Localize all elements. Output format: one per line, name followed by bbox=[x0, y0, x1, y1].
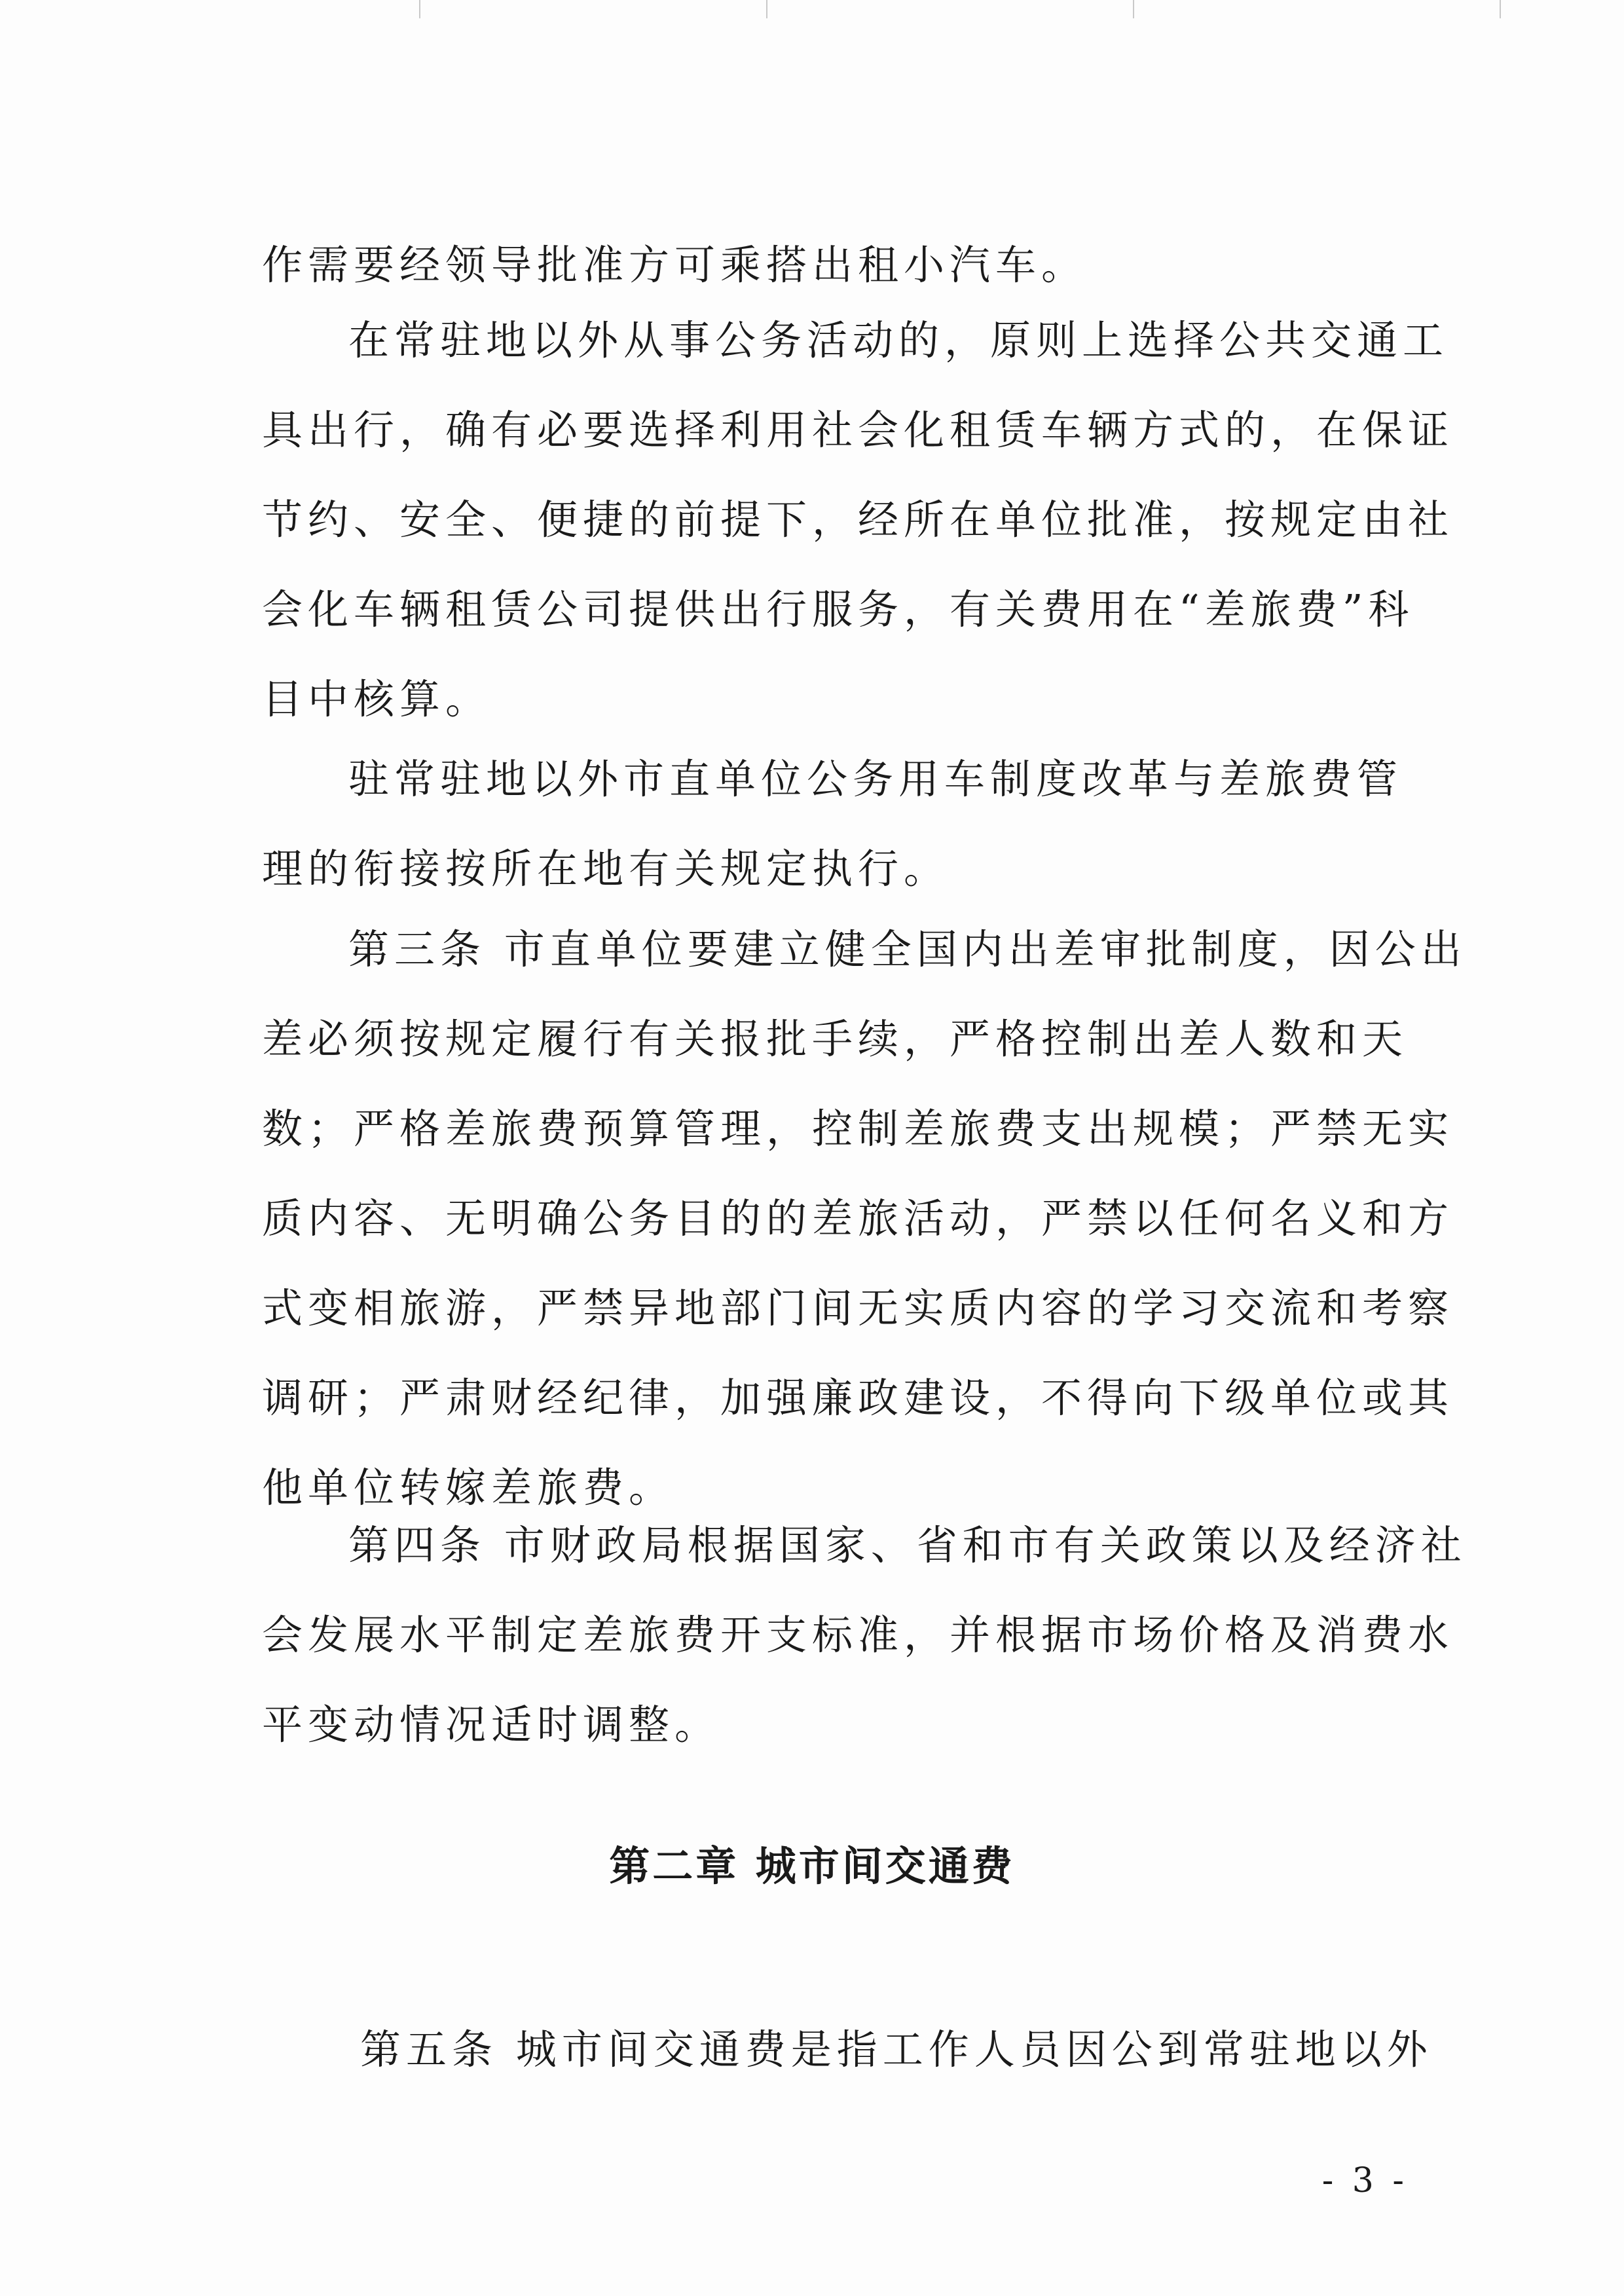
text-line: 第四条 市财政局根据国家、省和市有关政策以及经济社 bbox=[348, 1521, 1467, 1569]
text-line: 平变动情况适时调整。 bbox=[262, 1701, 721, 1749]
text-line: 目中核算。 bbox=[262, 675, 492, 723]
text-line: 差必须按规定履行有关报批手续，严格控制出差人数和天 bbox=[262, 1015, 1409, 1063]
scan-mark bbox=[1500, 0, 1501, 18]
text-line: 第五条 城市间交通费是指工作人员因公到常驻地以外 bbox=[360, 2026, 1433, 2073]
scan-mark bbox=[1133, 0, 1134, 18]
text-line: 节约、安全、便捷的前提下，经所在单位批准，按规定由社 bbox=[262, 496, 1454, 544]
text-line: 会化车辆租赁公司提供出行服务，有关费用在“差旅费”科 bbox=[262, 585, 1414, 633]
article-four bbox=[262, 1519, 1467, 1751]
page-number: - 3 - bbox=[1321, 2161, 1408, 2200]
paragraph-continuation bbox=[262, 239, 1401, 291]
text-line: 作需要经领导批准方可乘搭出租小汽车。 bbox=[262, 241, 1088, 289]
text-line: 第三条 市直单位要建立健全国内出差审批制度，因公出 bbox=[348, 925, 1467, 973]
text-line: 在常驻地以外从事公务活动的，原则上选择公共交通工 bbox=[348, 316, 1449, 364]
paragraph-reform-connection bbox=[262, 753, 1401, 895]
text-line: 他单位转嫁差旅费。 bbox=[262, 1464, 675, 1511]
text-line: 会发展水平制定差旅费开支标准，并根据市场价格及消费水 bbox=[262, 1611, 1454, 1659]
text-line: 具出行，确有必要选择利用社会化租赁车辆方式的，在保证 bbox=[262, 406, 1454, 454]
scan-mark bbox=[766, 0, 767, 18]
text-line: 式变相旅游，严禁异地部门间无实质内容的学习交流和考察 bbox=[262, 1284, 1454, 1332]
article-three bbox=[262, 923, 1467, 1514]
paragraph-public-transport bbox=[262, 314, 1454, 726]
scan-mark bbox=[419, 0, 420, 18]
text-line: 理的衔接按所在地有关规定执行。 bbox=[262, 845, 950, 893]
chapter-title: 第二章 城市间交通费 bbox=[609, 1842, 1015, 1890]
text-line: 质内容、无明确公务目的的差旅活动，严禁以任何名义和方 bbox=[262, 1194, 1454, 1242]
article-five bbox=[262, 2024, 1433, 2076]
text-line: 驻常驻地以外市直单位公务用车制度改革与差旅费管 bbox=[348, 755, 1403, 803]
text-line: 调研；严肃财经纪律，加强廉政建设，不得向下级单位或其 bbox=[262, 1374, 1454, 1422]
text-line: 数；严格差旅费预算管理，控制差旅费支出规模；严禁无实 bbox=[262, 1105, 1454, 1153]
